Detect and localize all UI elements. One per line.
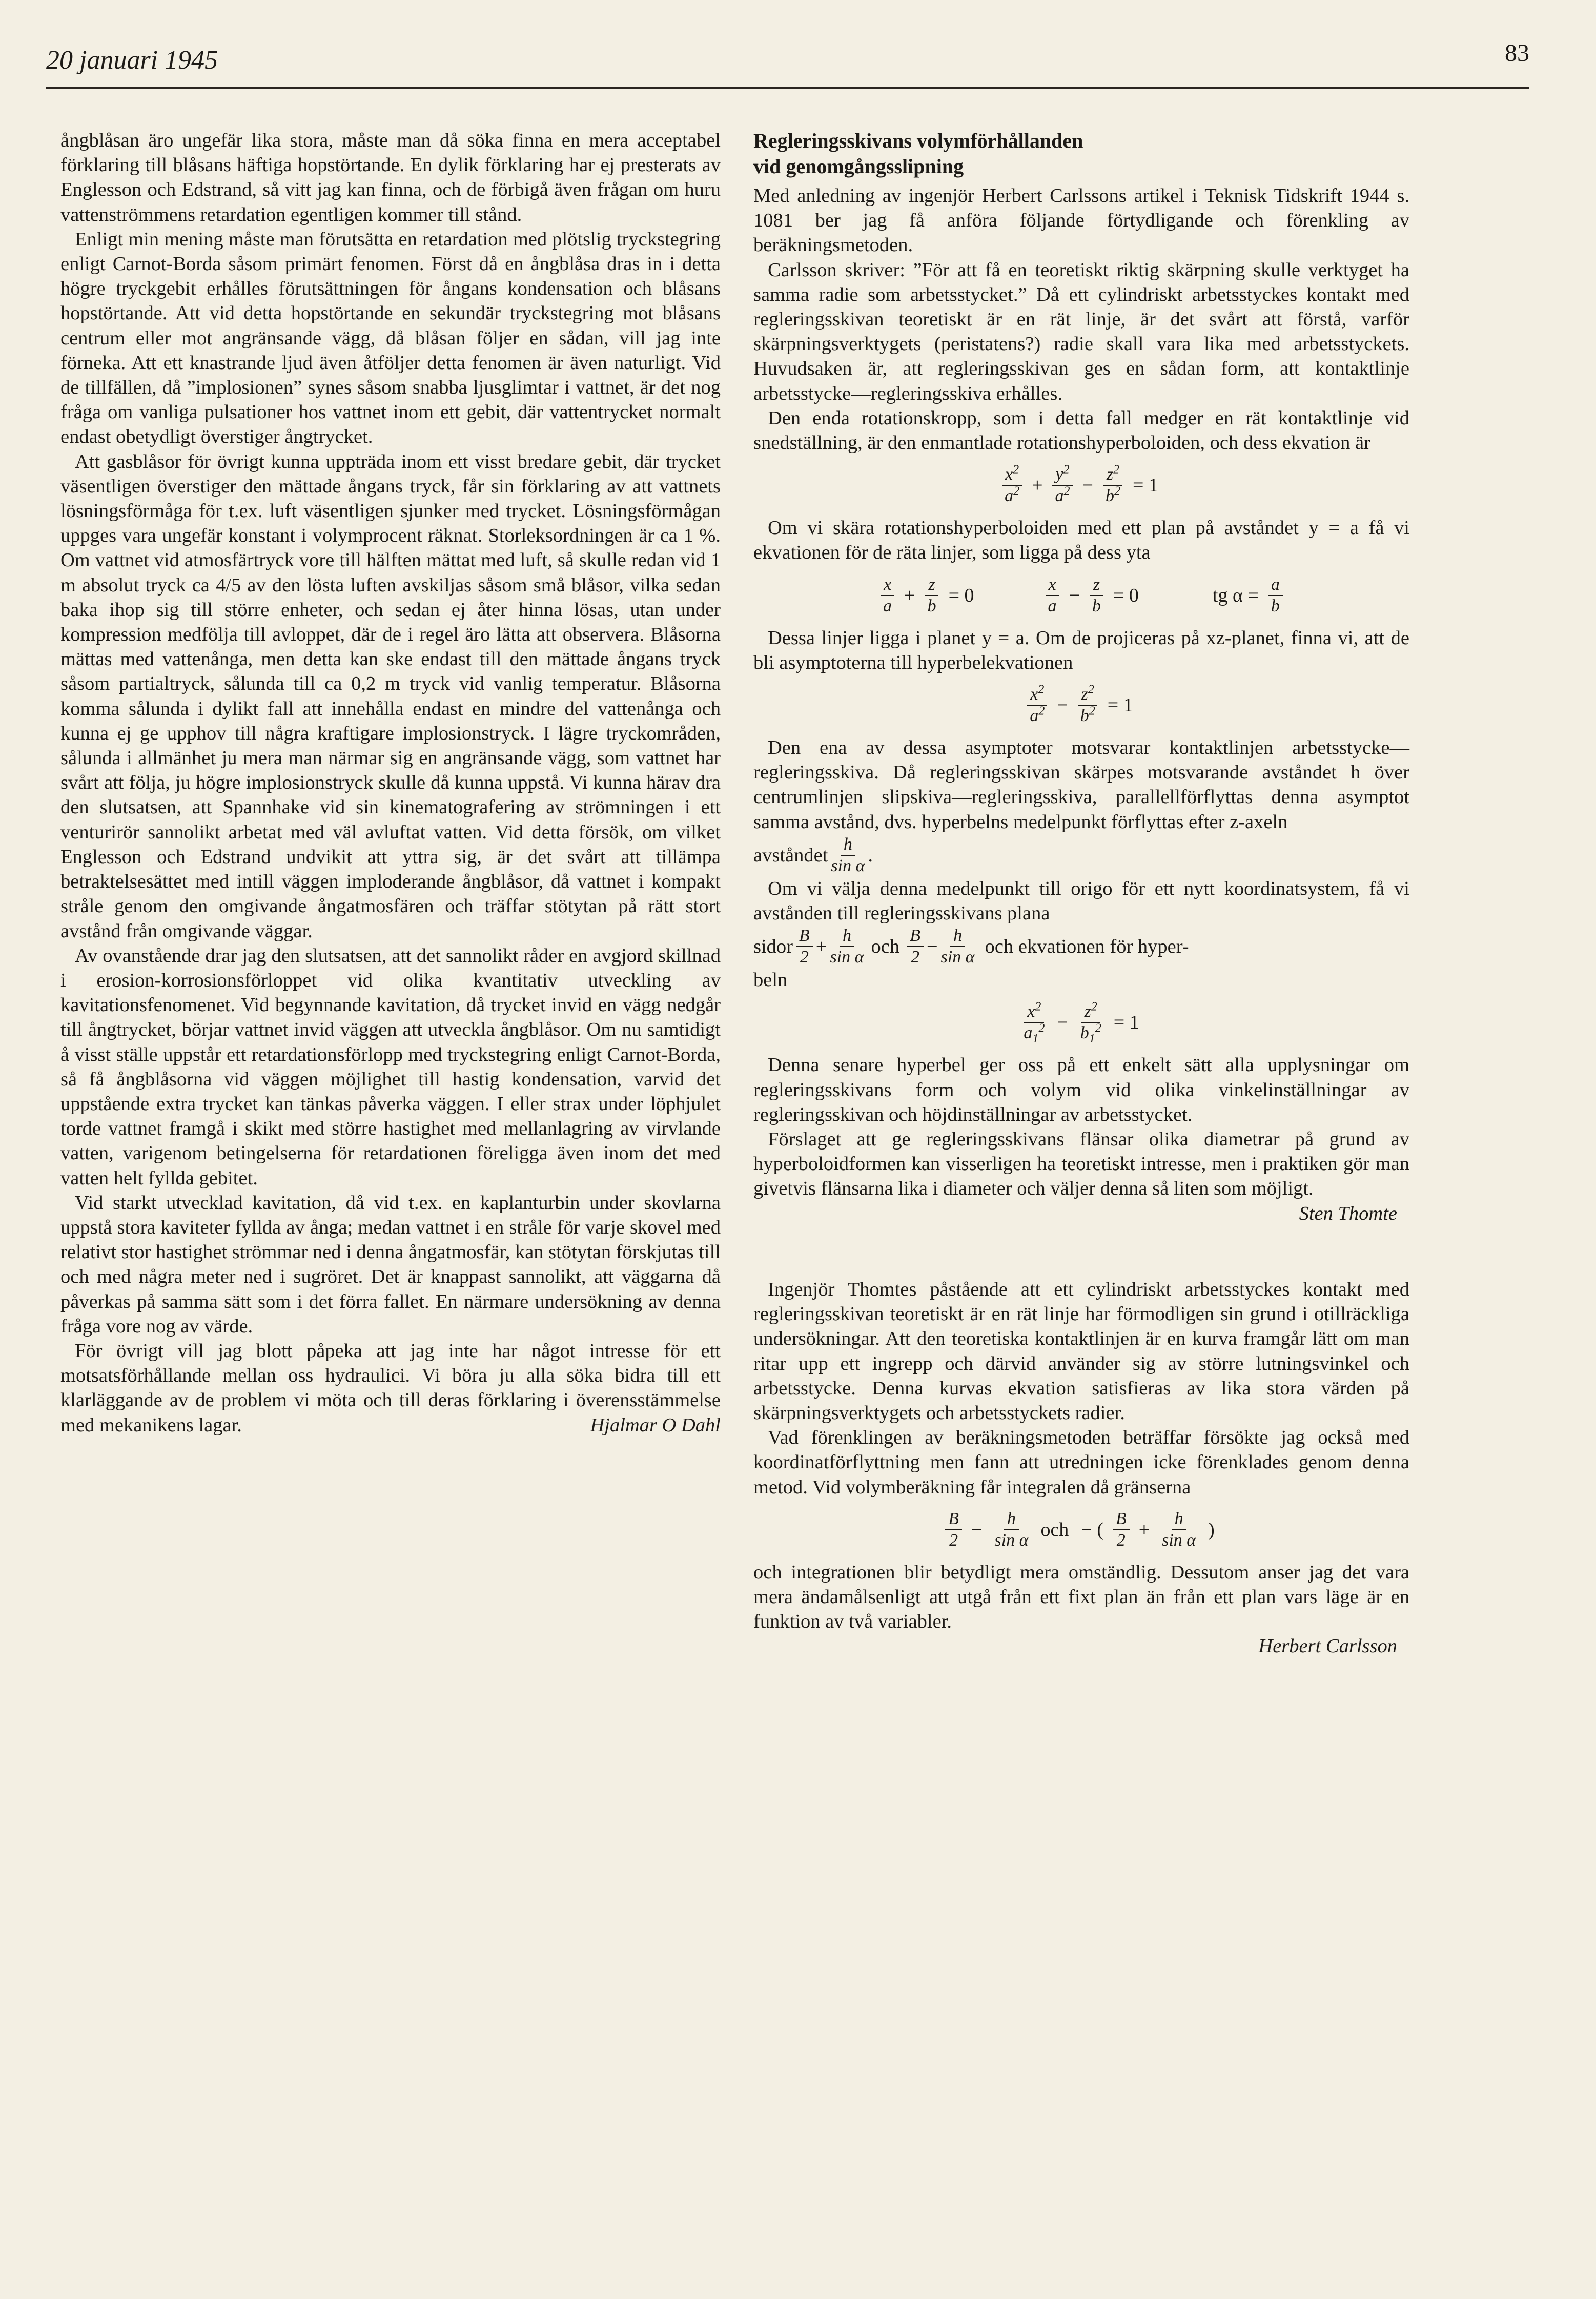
equation-distance: avståndet $\frac{h}{\text{sin α}}$ . <box>753 834 873 875</box>
paragraph <box>60 1339 721 1438</box>
text: och <box>871 936 900 958</box>
equation-limits: $\frac{B}{2}$ − $\frac{h}{\text{sin α}}$ och − ( $\frac{B}{2}$ + $\frac{h}{\text{sin α}}$ ) <box>753 1509 1409 1551</box>
paragraph: Ingenjör Thomtes påstående att ett cylindriskt arbetsstyckes kontakt med regleringsskivan teoretiskt är en rät linje har förmodligen sin grund i otillräckliga undersökningar. Att den teoretiska kontaktlinjen är en kurva framgår lätt om man ritar upp ett ingrepp och därvid använder sig av större lutningsvinkel och arbetsstycke. Denna kurvas ekvation satisfieras av lika stora värden på skärpningsverktygets och arbetsstyckets radier. <box>753 1278 1409 1424</box>
paragraph: Vid starkt utvecklad kavitation, då vid t.ex. en kaplanturbin under skovlarna uppstå stora kaviteter fyllda av ånga; medan vattnet i en stråle för varje skovel med relativt stor hastighet strömmar ned i denna ångatmosfär, kan stötytan förskjutas till och med några meter ned i sugröret. Det är knappast sannolikt, att väggarna då påverkas på samma sätt som i det förra fallet. En närmare undersökning av denna fråga vore nog av värde. <box>60 1192 721 1337</box>
equation-lines: $\frac{x}{a}$ + $\frac{z}{b}$ = 0 $\frac{x}{a}$ − $\frac{z}{b}$ = 0 tg α = $\frac{a}{b}$ <box>753 574 1409 617</box>
paragraph: Att gasblåsor för övrigt kunna uppträda inom ett visst bredare gebit, där trycket väsentligen överstiger den mättade ångans tryck, får sin förklaring av att vattnets lösningsförmåga för t.ex. luft väsentligen sjunker med trycket. Lösningsförmågan uppges vara ungefär konstant i volymprocent räknat. Storleksordningen är ca 1 %. Om vattnet vid atmosfärtryck vore till hälften mättat med luft, så skulle redan vid 1 m absolut tryck ca 4/5 av den lösta luften avskiljas såsom små blåsor, vilka sedan baka ihop sig till större enheter, och sedan ej åter hinna lösas, utan under kompression medfölja till avloppet, där de i regel äro lätta att observera. Blåsorna mättas med vattenånga, men detta kan ske endast till den mättade ångans tryck såsom partialtryck, sålunda till ca 0,2 m tryck vid vanlig temperatur. Blåsorna komma sålunda i dylikt fall att innehålla endast en mindre del vattenånga och kunna ej ge upphov till några kraftigare implosionstryck. I lägre tryckområden, sålunda i allmänhet ju mera man närmar sig en angränsande vägg, som vattnet har svårt att följa, ju högre implosionstryck skulle då kunna uppstå. Vi kunna härav dra den slutsatsen, att Spannhake vid sin kinematografering av strömningen i ett venturirör sannolikt arbetat med väl avluftat vatten. Vid detta försök, om vilket Englesson och Edstrand undvikit att yttra sig, är det svårt att tillämpa betraktelsesättet med intill väggen imploderande ångblåsor, då vattnet i kompakt stråle genom den omgivande ångatmosfären och träffar stötytan på rätt stort avstånd från omgivande väggar. <box>60 450 721 942</box>
paragraph: Denna senare hyperbel ger oss på ett enkelt sätt alla upplysningar om regleringsskivans form och volym vid olika vinkelinställningar av regleringsskivan och höjdinställningar av arbetsstycket. <box>753 1054 1409 1125</box>
paragraph: Den enda rotationskropp, som i detta fall medger en rät kontaktlinje vid snedställning, är den enmantlade rotationshyperboloiden, och dess ekvation är <box>753 407 1409 454</box>
equation-new-hyperbola: $\frac{x^2}{a_1^2}$ − $\frac{z^2}{b_1^2}$ = 1 <box>1024 1000 1139 1046</box>
left-column <box>60 128 721 1438</box>
text: avståndet <box>753 844 828 866</box>
paragraph: Förslaget att ge regleringsskivans flänsar olika diametrar på grund av hyperboloidformen kan visserligen ha teoretiskt intresse, men i praktiken gör man givetvis flänsarna lika i diameter och väljer denna så liten som möjligt. <box>753 1128 1409 1200</box>
heading-line: vid genomgångsslipning <box>753 155 964 178</box>
spacer <box>753 1226 1409 1277</box>
signature-carlsson: Herbert Carlsson <box>1258 1635 1397 1657</box>
paragraph: ångblåsan äro ungefär lika stora, måste man då söka finna en mera acceptabel förklaring till blåsans häftiga hopstörtande. En dylik förklaring har ej presterats av Englesson och Edstrand, så vitt jag kan finna, och de förbigå även frågan om huru vattenströmmens retardation egentligen kommer till stånd. <box>60 130 721 225</box>
article-heading <box>753 128 1409 179</box>
paragraph: Med anledning av ingenjör Herbert Carlssons artikel i Teknisk Tidskrift 1944 s. 1081 ber jag få anföra följande förtydligande och förenkling av beräkningsmetoden. <box>753 185 1409 256</box>
paragraph: och integrationen blir betydligt mera omständlig. Dessutom anser jag det vara mera ändamålsenligt att utgå från ett fixt plan än från ett plan vars läge är en funktion av två variabler. <box>753 1561 1409 1633</box>
text: och <box>1040 1518 1069 1541</box>
paragraph-text: För övrigt vill jag blott påpeka att jag inte har något intresse för ett motsatsförhållande mellan oss hydraulici. Vi böra ju alla söka bidra till ett klarläggande av de problem vi möta och till deras förklaring i överensstämmelse med mekanikens lagar. <box>60 1340 721 1436</box>
paragraph: Dessa linjer ligga i planet y = a. Om de projiceras på xz-planet, finna vi, att de bli asymptoterna till hyperbelekvationen <box>753 627 1409 673</box>
heading-line: Regleringsskivans volymförhållanden <box>753 129 1083 152</box>
equation-sides: sidor $\frac{B}{2}$ + $\frac{h}{\text{sin α}}$ och $\frac{B}{2}$ − $\frac{h}{\text{sin α}}$ och ekvationen för hyper- <box>753 926 1189 967</box>
paragraph: beln <box>753 969 788 991</box>
issue-date: 20 januari 1945 <box>46 46 218 75</box>
text: sidor <box>753 936 793 958</box>
equation-hyperboloid: $\frac{x^2}{a^2}$ + $\frac{y^2}{a^2}$ − $\frac{z^2}{b^2}$ = 1 <box>753 464 1409 506</box>
right-column <box>753 128 1409 1659</box>
paragraph: Den ena av dessa asymptoter motsvarar kontaktlinjen arbetsstycke—regleringsskiva. Då regleringsskivan skärpes motsvarande avståndet h över centrumlinjen slipskiva—regleringsskiva, parallellförflyttas denna asymptot samma avstånd, dvs. hyperbelns medelpunkt förflyttas efter z-axeln <box>753 737 1409 833</box>
running-head <box>46 31 1529 89</box>
text: och ekvationen för hyper- <box>985 936 1189 958</box>
paragraph: Om vi skära rotationshyperboloiden med ett plan på avståndet y = a få vi ekvationen för de räta linjer, som ligga på dess yta <box>753 517 1409 564</box>
paragraph: Carlsson skriver: ”För att få en teoretiskt riktig skärpning skulle verktyget ha samma radie som arbetsstycket.” Då ett cylindriskt arbetsstyckes kontakt med regleringsskivan teoretiskt är en rät linje, är det svårt att förstå, varför skärpningsverktygets (peristatens?) radie skall vara lika med arbetsstyckets. Huvudsaken är, att regleringsskivan ges en sådan form, att kontaktlinje arbetsstycke—regleringsskiva erhålles. <box>753 259 1409 404</box>
paragraph: Vad förenklingen av beräkningsmetoden beträffar försökte jag också med koordinatförflyttning men fann att utredningen icke förenklades genom denna metod. Vid volymberäkning får integralen då gränserna <box>753 1427 1409 1498</box>
signature-dahl: Hjalmar O Dahl <box>590 1414 721 1436</box>
paragraph: Om vi välja denna medelpunkt till origo för ett nytt koordinatsystem, få vi avstånden till regleringsskivans plana <box>753 877 1409 925</box>
paragraph: Enligt min mening måste man förutsätta en retardation med plötslig tryckstegring enligt Carnot-Borda såsom primärt fenomen. Först då en ångblåsa dras in i detta högre tryckgebit erhålles förutsättningen för ångans kondensation och blåsans hopstörtande. Att vid detta hopstörtande en sekundär tryckstegring mot blåsans centrum eller mot angränsande vägg, då blåsan följer en sådan, vill jag inte förneka. Att ett knastrande ljud även åtföljer detta fenomen är även naturligt. Vid de tillfällen, då ”implosionen” synes såsom snabba ljusglimtar i vattnet, är det nog fråga om vanliga pulsationer hos vattnet inom ett gebit, där vattentrycket normalt endast obetydligt överstiger ångtrycket. <box>60 228 721 448</box>
page-number: 83 <box>1505 39 1529 67</box>
paragraph: Av ovanstående drar jag den slutsatsen, att det sannolikt råder en avgjord skillnad i erosion-korrosionsförloppet vid olika kvantitativ utveckling av kavitationsfenomenet. Vid begynnande kavitation, då trycket invid en vägg nedgår till ångtrycket, börjar vattnet invid väggen att utveckla ångblåsor. Om nu samtidigt å visst ställe uppstår ett retardationsförlopp med tryckstegring enligt Carnot-Borda, så få ångblåsorna vid väggen möjlighet till hastig kondensation, varvid det uppstående extra trycket kan tänkas påverka väggen. I eller strax under löphjulet torde vattnet framgå i skikt med större hastighet med mellanlagring av virvlande vatten, varigenom betingelserna för retardationen föreligga även inom det med vatten helt fyllda gebitet. <box>60 945 721 1189</box>
signature-thomte: Sten Thomte <box>1299 1202 1397 1224</box>
equation-hyperbola: $\frac{x^2}{a^2}$ − $\frac{z^2}{b^2}$ = 1 <box>753 684 1409 726</box>
